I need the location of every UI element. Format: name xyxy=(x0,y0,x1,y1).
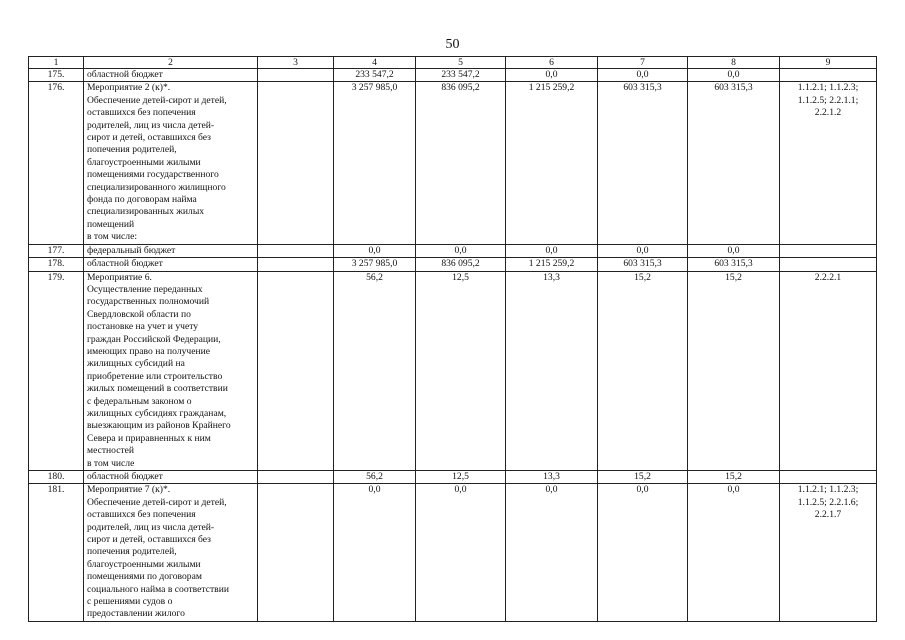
target-codes-cell xyxy=(780,471,877,484)
amount-cell: 3 257 985,0 xyxy=(334,258,416,271)
description-line: социального найма в соответствии xyxy=(87,583,229,595)
description-line: благоустроенными жилыми xyxy=(87,156,201,168)
description-line: сирот и детей, оставшихся без xyxy=(87,132,211,144)
description-line: имеющих право на получение xyxy=(87,345,210,357)
column-3-cell xyxy=(258,244,334,257)
description-line: с решениями судов о xyxy=(87,596,173,608)
description-line: приобретение или строительство xyxy=(87,370,223,382)
amount-cell: 603 315,3 xyxy=(598,258,688,271)
target-codes-cell xyxy=(780,258,877,271)
description-line: жилищных субсидий на xyxy=(87,358,185,370)
amount-cell: 0,0 xyxy=(598,69,688,82)
column-3-cell xyxy=(258,471,334,484)
amount-cell: 15,2 xyxy=(688,471,780,484)
description-line: Осуществление переданных xyxy=(87,283,203,295)
description-line: постановке на учет и учету xyxy=(87,321,199,333)
table-header-row xyxy=(29,57,877,69)
description-line: специализированного жилищного xyxy=(87,181,226,193)
description-line: попечения родителей, xyxy=(87,546,177,558)
description-line: Обеспечение детей-сирот и детей, xyxy=(87,496,227,508)
amount-cell: 0,0 xyxy=(506,244,598,257)
amount-cell: 836 095,2 xyxy=(416,258,506,271)
description-cell xyxy=(84,244,258,257)
amount-cell: 56,2 xyxy=(334,471,416,484)
description-line: государственных полномочий xyxy=(87,296,210,308)
description-line: фонда по договорам найма xyxy=(87,194,197,206)
row-number-cell: 178. xyxy=(29,258,84,271)
amount-cell: 1 215 259,2 xyxy=(506,82,598,244)
amount-cell: 0,0 xyxy=(688,484,780,621)
description-line: выезжающим из районов Крайнего xyxy=(87,420,231,432)
description-line: помещений xyxy=(87,218,135,230)
description-line: Севера и приравненных к ним xyxy=(87,432,211,444)
description-line: областной бюджет xyxy=(87,258,163,270)
column-3-cell xyxy=(258,484,334,621)
amount-cell: 1 215 259,2 xyxy=(506,258,598,271)
description-cell xyxy=(84,82,258,244)
amount-cell: 13,3 xyxy=(506,271,598,471)
target-codes-cell xyxy=(780,271,877,471)
description-line: федеральный бюджет xyxy=(87,244,176,256)
row-number-cell: 181. xyxy=(29,484,84,621)
amount-cell: 12,5 xyxy=(416,471,506,484)
description-line: в том числе xyxy=(87,457,135,469)
amount-cell: 0,0 xyxy=(688,69,780,82)
column-header: 5 xyxy=(416,57,506,69)
column-header: 6 xyxy=(506,57,598,69)
amount-cell: 603 315,3 xyxy=(688,82,780,244)
description-line: в том числе: xyxy=(87,231,138,243)
row-number-cell: 179. xyxy=(29,271,84,471)
column-header: 7 xyxy=(598,57,688,69)
description-line: граждан Российской Федерации, xyxy=(87,333,221,345)
table-row xyxy=(29,271,877,471)
description-cell xyxy=(84,471,258,484)
column-header: 8 xyxy=(688,57,780,69)
amount-cell: 603 315,3 xyxy=(598,82,688,244)
amount-cell: 3 257 985,0 xyxy=(334,82,416,244)
budget-table xyxy=(28,56,877,622)
table-row xyxy=(29,258,877,271)
table-row xyxy=(29,244,877,257)
description-cell xyxy=(84,258,258,271)
column-3-cell xyxy=(258,258,334,271)
description-cell xyxy=(84,69,258,82)
description-line: оставшихся без попечения xyxy=(87,509,196,521)
description-line: сирот и детей, оставшихся без xyxy=(87,534,211,546)
description-line: жилых помещений в соответствии xyxy=(87,383,228,395)
amount-cell: 0,0 xyxy=(334,484,416,621)
description-cell xyxy=(84,484,258,621)
description-line: Мероприятие 6. xyxy=(87,271,152,283)
description-line: Мероприятие 7 (к)*. xyxy=(87,484,171,496)
column-header: 3 xyxy=(258,57,334,69)
description-line: предоставлении жилого xyxy=(87,608,185,620)
target-code-line: 2.2.1.7 xyxy=(814,509,842,521)
target-code-line: 1.1.2.5; 2.2.1.1; xyxy=(797,94,859,106)
amount-cell: 0,0 xyxy=(598,244,688,257)
row-number-cell: 176. xyxy=(29,82,84,244)
description-line: благоустроенными жилыми xyxy=(87,558,201,570)
amount-cell: 0,0 xyxy=(416,484,506,621)
description-line: помещениями государственного xyxy=(87,169,219,181)
amount-cell: 603 315,3 xyxy=(688,258,780,271)
row-number-cell: 180. xyxy=(29,471,84,484)
table-row xyxy=(29,82,877,244)
column-3-cell xyxy=(258,82,334,244)
table-row xyxy=(29,484,877,621)
table-body xyxy=(29,69,877,622)
amount-cell: 0,0 xyxy=(688,244,780,257)
table-row xyxy=(29,69,877,82)
amount-cell: 0,0 xyxy=(598,484,688,621)
description-line: специализированных жилых xyxy=(87,206,205,218)
column-header: 4 xyxy=(334,57,416,69)
description-line: Свердловской области по xyxy=(87,308,191,320)
target-code-line: 2.2.2.1 xyxy=(814,271,842,283)
table-row xyxy=(29,471,877,484)
amount-cell: 233 547,2 xyxy=(416,69,506,82)
description-line: Мероприятие 2 (к)*. xyxy=(87,82,171,94)
target-code-line: 1.1.2.5; 2.2.1.6; xyxy=(797,496,859,508)
target-codes-cell xyxy=(780,244,877,257)
amount-cell: 15,2 xyxy=(598,271,688,471)
row-number-cell: 175. xyxy=(29,69,84,82)
amount-cell: 13,3 xyxy=(506,471,598,484)
column-3-cell xyxy=(258,271,334,471)
amount-cell: 0,0 xyxy=(506,484,598,621)
amount-cell: 15,2 xyxy=(688,271,780,471)
amount-cell: 15,2 xyxy=(598,471,688,484)
column-3-cell xyxy=(258,69,334,82)
description-line: родителей, лиц из числа детей- xyxy=(87,119,215,131)
description-line: оставшихся без попечения xyxy=(87,107,196,119)
description-line: Обеспечение детей-сирот и детей, xyxy=(87,94,227,106)
amount-cell: 56,2 xyxy=(334,271,416,471)
description-line: с федеральным законом о xyxy=(87,395,192,407)
target-code-line: 2.2.1.2 xyxy=(814,107,842,119)
description-line: областной бюджет xyxy=(87,471,163,482)
target-codes-cell xyxy=(780,484,877,621)
amount-cell: 0,0 xyxy=(334,244,416,257)
description-line: областной бюджет xyxy=(87,69,163,80)
description-cell xyxy=(84,271,258,471)
amount-cell: 12,5 xyxy=(416,271,506,471)
column-header: 9 xyxy=(780,57,877,69)
column-header: 1 xyxy=(29,57,84,69)
description-line: жилищных субсидиях гражданам, xyxy=(87,407,227,419)
description-line: родителей, лиц из числа детей- xyxy=(87,521,215,533)
amount-cell: 0,0 xyxy=(416,244,506,257)
target-codes-cell xyxy=(780,69,877,82)
amount-cell: 0,0 xyxy=(506,69,598,82)
page-number: 50 xyxy=(445,37,460,52)
target-codes-cell xyxy=(780,82,877,244)
description-line: помещениями по договорам xyxy=(87,571,202,583)
amount-cell: 836 095,2 xyxy=(416,82,506,244)
column-header: 2 xyxy=(84,57,258,69)
description-line: местностей xyxy=(87,445,135,457)
amount-cell: 233 547,2 xyxy=(334,69,416,82)
target-code-line: 1.1.2.1; 1.1.2.3; xyxy=(797,82,859,94)
row-number-cell: 177. xyxy=(29,244,84,257)
target-code-line: 1.1.2.1; 1.1.2.3; xyxy=(797,484,859,496)
description-line: попечения родителей, xyxy=(87,144,177,156)
